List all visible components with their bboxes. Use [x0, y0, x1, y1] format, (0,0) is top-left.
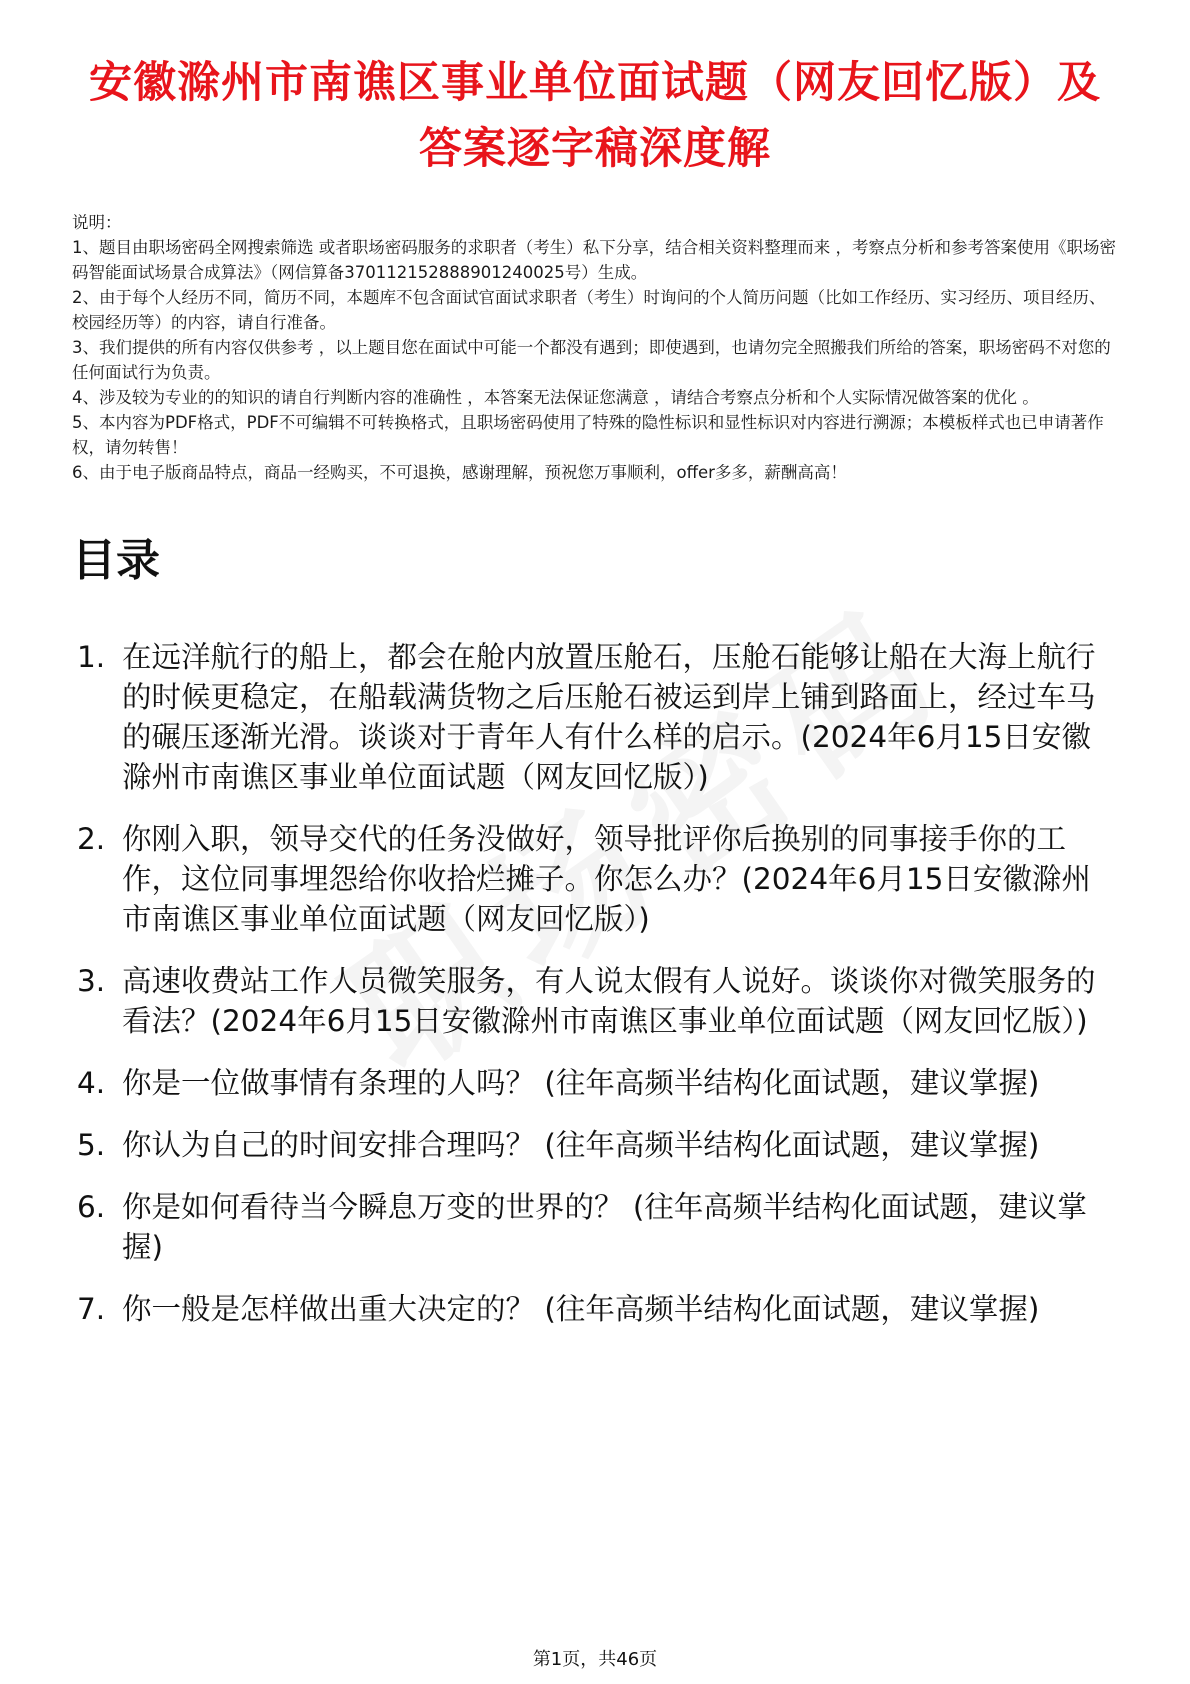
toc-item[interactable]: [72, 819, 1118, 939]
toc-item-number: 4.: [77, 1066, 106, 1100]
toc-item[interactable]: [72, 1063, 1118, 1103]
note-item: 3、我们提供的所有内容仅供参考 ，以上题目您在面试中可能一个都没有遇到；即使遇到，也请勿完全照搬我们所给的答案，职场密码不对您的任何面试行为负责。: [72, 338, 1111, 382]
toc-item-number: 6.: [77, 1190, 106, 1224]
toc-item-text[interactable]: 你是一位做事情有条理的人吗？ (往年高频半结构化面试题，建议掌握): [122, 1066, 1040, 1100]
toc-item-text[interactable]: 高速收费站工作人员微笑服务，有人说太假有人说好。谈谈你对微笑服务的看法？(2024年6月15日安徽滁州市南谯区事业单位面试题（网友回忆版）): [122, 964, 1096, 1038]
document-title: 安徽滁州市南谯区事业单位面试题（网友回忆版）及答案逐字稿深度解: [89, 58, 1101, 174]
note-item: 4、涉及较为专业的的知识的请自行判断内容的准确性 ，本答案无法保证您满意 ，请结合考察点分析和个人实际情况做答案的优化 。: [72, 388, 1039, 407]
toc-item-text[interactable]: 你认为自己的时间安排合理吗？ (往年高频半结构化面试题，建议掌握): [122, 1128, 1040, 1162]
note-item: 1、题目由职场密码全网搜索筛选 或者职场密码服务的求职者（考生）私下分享，结合相关资料整理而来 ，考察点分析和参考答案使用《职场密码智能面试场景合成算法》（网信算备370112152888901240025号）生成。: [72, 238, 1116, 282]
toc-item-text[interactable]: 你刚入职，领导交代的任务没做好，领导批评你后换别的同事接手你的工作，这位同事埋怨给你收拾烂摊子。你怎么办？(2024年6月15日安徽滁州市南谯区事业单位面试题（网友回忆版）): [122, 822, 1091, 936]
toc-item-text[interactable]: 在远洋航行的船上，都会在舱内放置压舱石，压舱石能够让船在大海上航行的时候更稳定，在船载满货物之后压舱石被运到岸上铺到路面上，经过车马的碾压逐渐光滑。谈谈对于青年人有什么样的启示。(2024年6月15日安徽滁州市南谯区事业单位面试题（网友回忆版）): [122, 640, 1096, 794]
note-item: 5、本内容为PDF格式，PDF不可编辑不可转换格式，且职场密码使用了特殊的隐性标识和显性标识对内容进行溯源；本模板样式也已申请著作权，请勿转售！: [72, 413, 1104, 457]
page-footer: 第1页，共46页: [532, 1649, 658, 1670]
toc-item-number: 7.: [77, 1292, 106, 1326]
toc-item[interactable]: [72, 1125, 1118, 1165]
toc-item-number: 2.: [77, 822, 106, 856]
toc-item-text[interactable]: 你一般是怎样做出重大决定的？ (往年高频半结构化面试题，建议掌握): [122, 1292, 1040, 1326]
toc-item-number: 5.: [77, 1128, 106, 1162]
toc-item[interactable]: [72, 1289, 1118, 1329]
toc-item-text[interactable]: 你是如何看待当今瞬息万变的世界的？ (往年高频半结构化面试题，建议掌握): [122, 1190, 1087, 1264]
toc-item[interactable]: [72, 637, 1118, 797]
toc-item-number: 1.: [77, 640, 106, 674]
toc-item[interactable]: [72, 1187, 1118, 1267]
toc-item[interactable]: [72, 961, 1118, 1041]
note-item: 6、由于电子版商品特点，商品一经购买，不可退换，感谢理解，预祝您万事顺利，offer多多，薪酬高高！: [72, 463, 847, 482]
note-item: 2、由于每个人经历不同，简历不同，本题库不包含面试官面试求职者（考生）时询问的个人简历问题（比如工作经历、实习经历、项目经历、校园经历等）的内容，请自行准备。: [72, 288, 1106, 332]
toc-list: [72, 637, 1118, 1329]
notes-section: [72, 210, 1118, 485]
toc-item-number: 3.: [77, 964, 106, 998]
toc-heading: 目录: [72, 535, 160, 586]
notes-heading: 说明：: [72, 213, 122, 232]
